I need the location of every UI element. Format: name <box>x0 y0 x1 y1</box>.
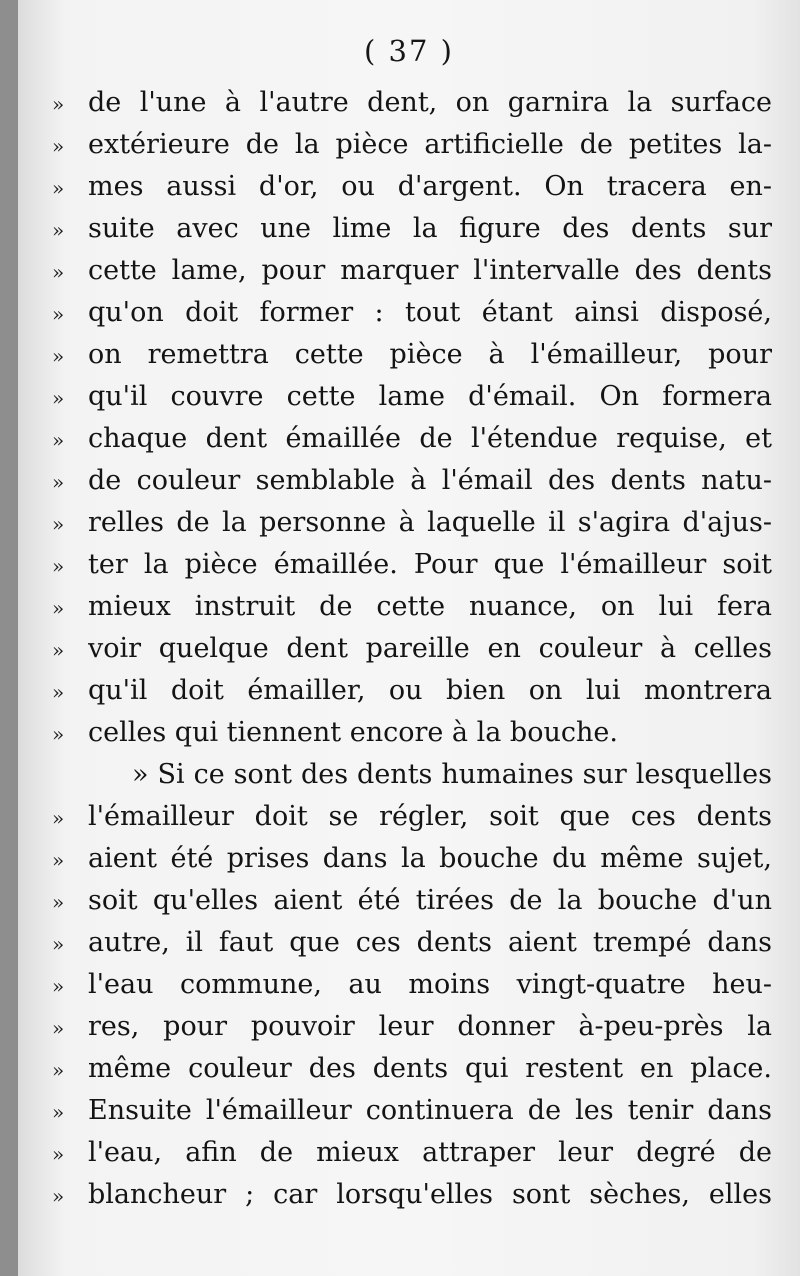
line-text: l'émailleur doit se régler, soit que ces dents <box>88 801 772 832</box>
text-line <box>52 418 772 460</box>
quote-marker: » <box>52 386 65 410</box>
quote-marker: » <box>52 470 65 494</box>
quote-marker: » <box>52 890 65 914</box>
quote-marker: » <box>52 596 65 620</box>
text-line <box>52 292 772 334</box>
line-text: mes aussi d'or, ou d'argent. On tracera en- <box>88 171 772 202</box>
text-line <box>52 334 772 376</box>
quote-marker: » <box>52 1058 65 1082</box>
line-text: autre, il faut que ces dents aient trempé dans <box>88 927 772 958</box>
book-page <box>18 0 800 1276</box>
line-text: qu'on doit former : tout étant ainsi disposé, <box>88 297 772 328</box>
line-text: chaque dent émaillée de l'étendue requise, et <box>88 423 772 454</box>
text-line <box>52 460 772 502</box>
quote-marker: » <box>52 1100 65 1124</box>
line-text: celles qui tiennent encore à la bouche. <box>88 717 618 748</box>
page-number: ( 37 ) <box>364 34 454 68</box>
text-line <box>52 1132 772 1174</box>
quote-marker: » <box>52 932 65 956</box>
quote-marker: » <box>52 974 65 998</box>
line-text: mieux instruit de cette nuance, on lui fera <box>88 591 772 622</box>
text-line <box>52 1090 772 1132</box>
line-text: qu'il doit émailler, ou bien on lui montrera <box>88 675 772 706</box>
line-text: extérieure de la pièce artificielle de petites la- <box>88 129 772 160</box>
text-line <box>52 250 772 292</box>
line-text: cette lame, pour marquer l'intervalle des dents <box>88 255 772 286</box>
quote-marker: » <box>52 1016 65 1040</box>
line-text: aient été prises dans la bouche du même sujet, <box>88 843 772 874</box>
text-line <box>52 544 772 586</box>
quote-marker: » <box>52 218 65 242</box>
line-text: l'eau, afin de mieux attraper leur degré de <box>88 1137 772 1168</box>
text-line <box>52 1048 772 1090</box>
quote-marker: » <box>52 638 65 662</box>
quote-marker: » <box>52 512 65 536</box>
line-text: voir quelque dent pareille en couleur à celles <box>88 633 772 664</box>
text-line-paragraph-end <box>52 712 772 754</box>
text-line <box>52 796 772 838</box>
quote-marker: » <box>52 806 65 830</box>
line-text: ter la pièce émaillée. Pour que l'émailleur soit <box>88 549 772 580</box>
quote-marker: » <box>52 428 65 452</box>
text-line <box>52 82 772 124</box>
text-line <box>52 586 772 628</box>
quote-marker: » <box>52 176 65 200</box>
text-line <box>52 124 772 166</box>
quote-marker: » <box>52 344 65 368</box>
text-line <box>52 166 772 208</box>
text-line <box>52 670 772 712</box>
line-text: de l'une à l'autre dent, on garnira la surface <box>88 87 772 118</box>
line-text: même couleur des dents qui restent en place. <box>88 1053 772 1084</box>
text-line <box>52 502 772 544</box>
quote-marker: » <box>52 722 65 746</box>
quote-marker: » <box>52 1184 65 1208</box>
text-line <box>52 838 772 880</box>
line-text: blancheur ; car lorsqu'elles sont sèches, elles <box>88 1179 772 1210</box>
quote-marker: » <box>52 848 65 872</box>
line-text: relles de la personne à laquelle il s'agira d'ajus- <box>88 507 772 538</box>
quote-marker: » <box>52 680 65 704</box>
line-text: Ensuite l'émailleur continuera de les tenir dans <box>88 1095 772 1126</box>
line-text: » Si ce sont des dents humaines sur lesquelles <box>132 759 772 790</box>
quote-marker: » <box>52 260 65 284</box>
quote-marker: » <box>52 92 65 116</box>
text-line <box>52 628 772 670</box>
text-line <box>52 1174 772 1216</box>
line-text: l'eau commune, au moins vingt-quatre heu- <box>88 969 772 1000</box>
line-text: qu'il couvre cette lame d'émail. On formera <box>88 381 772 412</box>
line-text: de couleur semblable à l'émail des dents natu- <box>88 465 772 496</box>
quote-marker: » <box>52 1142 65 1166</box>
text-line-paragraph-start <box>52 754 772 796</box>
text-line <box>52 880 772 922</box>
quote-marker: » <box>52 554 65 578</box>
text-body <box>52 82 772 1216</box>
text-line <box>52 1006 772 1048</box>
quote-marker: » <box>52 134 65 158</box>
quote-marker: » <box>52 302 65 326</box>
line-text: soit qu'elles aient été tirées de la bouche d'un <box>88 885 772 916</box>
text-line <box>52 208 772 250</box>
text-line <box>52 376 772 418</box>
text-line <box>52 922 772 964</box>
line-text: on remettra cette pièce à l'émailleur, pour <box>88 339 772 370</box>
line-text: res, pour pouvoir leur donner à-peu-près la <box>88 1011 772 1042</box>
text-line <box>52 964 772 1006</box>
line-text: suite avec une lime la figure des dents sur <box>88 213 772 244</box>
